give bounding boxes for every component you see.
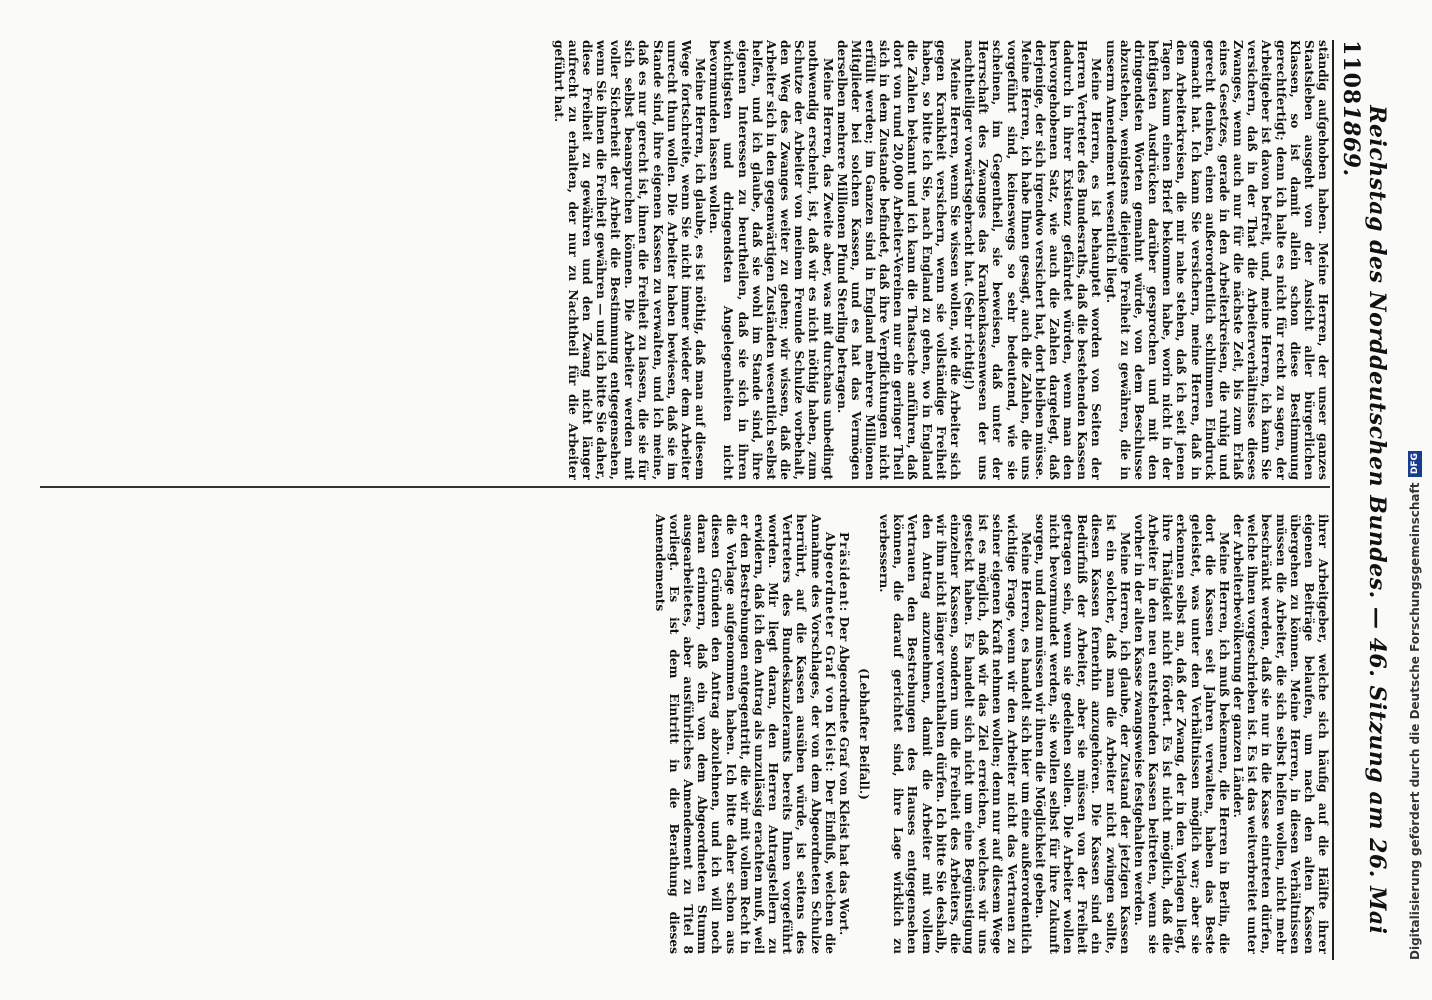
paragraph: Meine Herren, ich glaube, es ist nöthig, daß man auf diesem Wege fortschreite, wenn Sie nicht immer wieder dem Arbeiter unrecht thun wollen. Die Arbeiter haben bewiesen, daß sie im Stande sind, ihre eigenen Kassen zu verwalten, und ich meine, daß es nur gerecht ist, ihnen die Freiheit zu lassen, die sie für sich selbst beanspruchen können. Die Arbeiter werden mit voller Sicherheit der Arbeit die Bestimmung entgegensehen, wenn Sie ihnen die Freiheit gewähren — und ich bitte Sie daher, diese Freiheit zu gewähren und den Zwang nicht länger aufrecht zu erhalten, der nur zu Nachtheil für die Arbeiter geführt hat. — [551, 40, 708, 480]
page-number: 1108 — [1338, 40, 1364, 106]
paragraph: Meine Herren, es handelt sich hier um eine außerordentlich wichtige Frage, wenn wir den Arbeiter nicht das Vertrauen zu seiner eigenen Kraft nehmen wollen; denn nur auf diesem Wege ist es möglich, daß wir das Ziel erreichen, welches wir uns gesteckt haben. Es handelt sich nicht um eine Begünstigung einzelner Kassen, sondern um die Freiheit des Arbeiters, die wir ihm nicht länger vorenthalten dürfen. Ich bitte Sie deshalb, den Antrag anzunehmen, damit die Arbeiter mit vollem Vertrauen den Bestrebungen des Hauses entgegensehen können, die darauf gerichtet sind, ihre Lage wirklich zu verbessern. — [877, 514, 1033, 954]
president-paragraph — [837, 514, 851, 954]
paragraph: Meine Herren, ich muß bekennen, die Herren in Berlin, die dort die Kassen seit Jahren verwalten, haben das Beste geleistet, was unter den Verhältnissen möglich war; aber sie erkennen selbst an, daß der Zwang, der in den Vorlagen liegt, ihre Thätigkeit nicht fördert. Es ist nicht möglich, daß die Arbeiter in den neu entstehenden Kassen beitreten, wenn sie vorher in der alten Kasse zwangsweise festgehalten werden. — [1131, 514, 1231, 954]
right-column — [40, 514, 1330, 954]
paragraph: Meine Herren, es ist behauptet worden von Seiten der Herren Vertreter des Bundesraths, daß die bestehenden Kassen dadurch in ihrer Existenz gefährdet würden, wenn man den hervorgehobenen Satz, wie auch die Zahlen dargelegt, daß derjenige, der sich irgendwo versichert hat, dort bleiben müsse. Meine Herren, ich habe Ihnen gesagt, auch die Zahlen, die uns vorgeführt sind, keineswegs so sehr bedeutend, wie sie scheinen, im Gegentheil, sie beweisen, daß unter der Herrschaft des Zwanges das Krankenkassenwesen der uns nachtheiliger vorwärtsgebracht hat. (Sehr richtig!) — [962, 40, 1104, 480]
page-header — [1332, 40, 1390, 960]
paragraph: Meine Herren, das Zweite aber, was mit durchaus unbedingt nothwendig erscheint, ist, daß wir es nicht nöthig haben, zum Schutze der Arbeiter von meinem Freunde Schulze vorbehalt, den Weg des Zwanges weiter zu gehen; wir wissen, daß die Arbeiter sich in den gegenwärtigen Zuständen wesentlich selbst helfen, und ich glaube, daß sie wohl im Stande sind, ihre eigenen Interessen zu beurtheilen, daß sie sich in ihren wichtigsten und dringendsten Angelegenheiten nicht bevormunden lassen wollen. — [707, 40, 835, 480]
speaker-label: Abgeordneter Graf von Kleist: — [822, 532, 837, 773]
speaker-paragraph — [653, 514, 837, 954]
president-text: Der Abgeordnete Graf von Kleist hat das Wort. — [836, 616, 851, 936]
applause-note: (Lebhafter Beifall.) — [857, 668, 871, 800]
running-title: Reichstag des Norddeutschen Bundes. — 46. Sitzung am 26. Mai 1869. — [1338, 105, 1390, 935]
paragraph: ständig aufgehoben haben. Meine Herren, der unser ganzes Staatsleben ausgeht von der Ansicht aller bürgerlichen Klassen, so ist damit allein schon diese Bestimmung gerechtfertigt; denn ich halte es nicht für recht zu sagen, der Arbeitgeber ist davon befreit, und, meine Herren, ich kann Sie versichern, daß in der That die Arbeiterverhältnisse dieses Zwanges, wenn auch nur für die nächste Zeit, bis zum Erlaß eines Gesetzes, gerade in den Arbeiterkreisen, die ruhig und gerecht denken, einen außerordentlich schlimmen Eindruck gemacht hat. Ich kann Sie versichern, meine Herren, daß in den Arbeiterkreisen, die mir nahe stehen, daß ich seit jenen Tagen kaum einen Brief bekommen habe, worin nicht in der heftigsten Ausdrücken darüber gesprochen und mit den dringendsten Worten gemahnt würde, von dem Beschlusse abzustehen, wenigstens diejenige Freiheit zu gewähren, die in unserm Amendement wesentlich liegt. — [1103, 40, 1330, 480]
paragraph: Meine Herren, ich glaube, der Zustand der jetzigen Kassen ist ein solcher, daß man die Arbeiter nicht zwingen sollte, diesen Kassen fernerhin anzugehören. Die Kassen sind ein Bedürfniß der Arbeiter, aber sie müssen von der Freiheit getragen sein, wenn sie gedeihen sollen. Die Arbeiter wollen nicht bevormundet werden, sie wollen selbst für ihre Zukunft sorgen, und dazu müssen wir ihnen die Möglichkeit geben. — [1032, 514, 1132, 954]
speaker-text: Der Einfluß, welchen die Annahme des Vorschlages, der von dem Abgeordneten Schulze herrührt, auf die Kassen ausüben würde, ist seitens des Vertreters des Bundeskanzleramts bereits Ihnen vorgeführt worden. Mir liegt daran, den Herren Antragstellern zu erwidern, daß ich den Antrag als unzulässig erachten muß, weil er den Bestrebungen entgegentritt, die wir mit vollem Recht in die Vorlage aufgenommen haben. Ich bitte daher schon aus diesen Gründen den Antrag abzulehnen, und ich will noch daran erinnern, daß ein von dem Abgeordneten Stumm ausgearbeitetes, aber ausführliches Amendement zu Titel 8 vorliegt. Es ist dem Eintritt in die Berathung dieses Amendements — [652, 514, 837, 954]
paragraph: Meine Herren, wenn Sie wissen wollen, wie die Arbeiter sich gegen Krankheit versichern, wenn sie vollständige Freiheit haben, so bitte ich Sie, nach England zu gehen, wo in England die Zahlen bekannt und ich kann die Thatsache anführen, daß dort von rund 20,000 Arbeiter-Vereinen nur ein geringer Theil sich in dem Zustande befindet, daß ihre Verpflichtungen nicht erfüllt werden; im Ganzen sind in England mehrere Millionen Mitglieder bei solchen Kassen, und es hat das Vermögen derselben mehrere Millionen Pfund Sterling betragen. — [834, 40, 962, 480]
paragraph: ihrer Arbeitgeber, welche sich häufig auf die Hälfte ihrer eigenen Beiträge belaufen, um nach den alten Kassen übergehen zu können. Meine Herren, in diesen Verhältnissen müssen die Arbeiter, die sich selbst helfen wollen, nicht mehr beschränkt werden, daß sie nur in die Kasse eintreten dürfen, welche ihnen vorgeschrieben ist. Es ist das weitverbreitet unter der Arbeiterbevölkerung der ganzen Länder. — [1231, 514, 1330, 954]
column-divider — [40, 486, 1330, 488]
president-label: Präsident: — [836, 532, 851, 613]
credit-text: Digitalisierung gefördert durch die Deutsche Forschungsgemeinschaft — [1408, 482, 1422, 960]
dfg-logo: DFG — [1408, 451, 1422, 477]
digitization-credit — [1408, 451, 1422, 960]
left-column — [40, 40, 1330, 480]
